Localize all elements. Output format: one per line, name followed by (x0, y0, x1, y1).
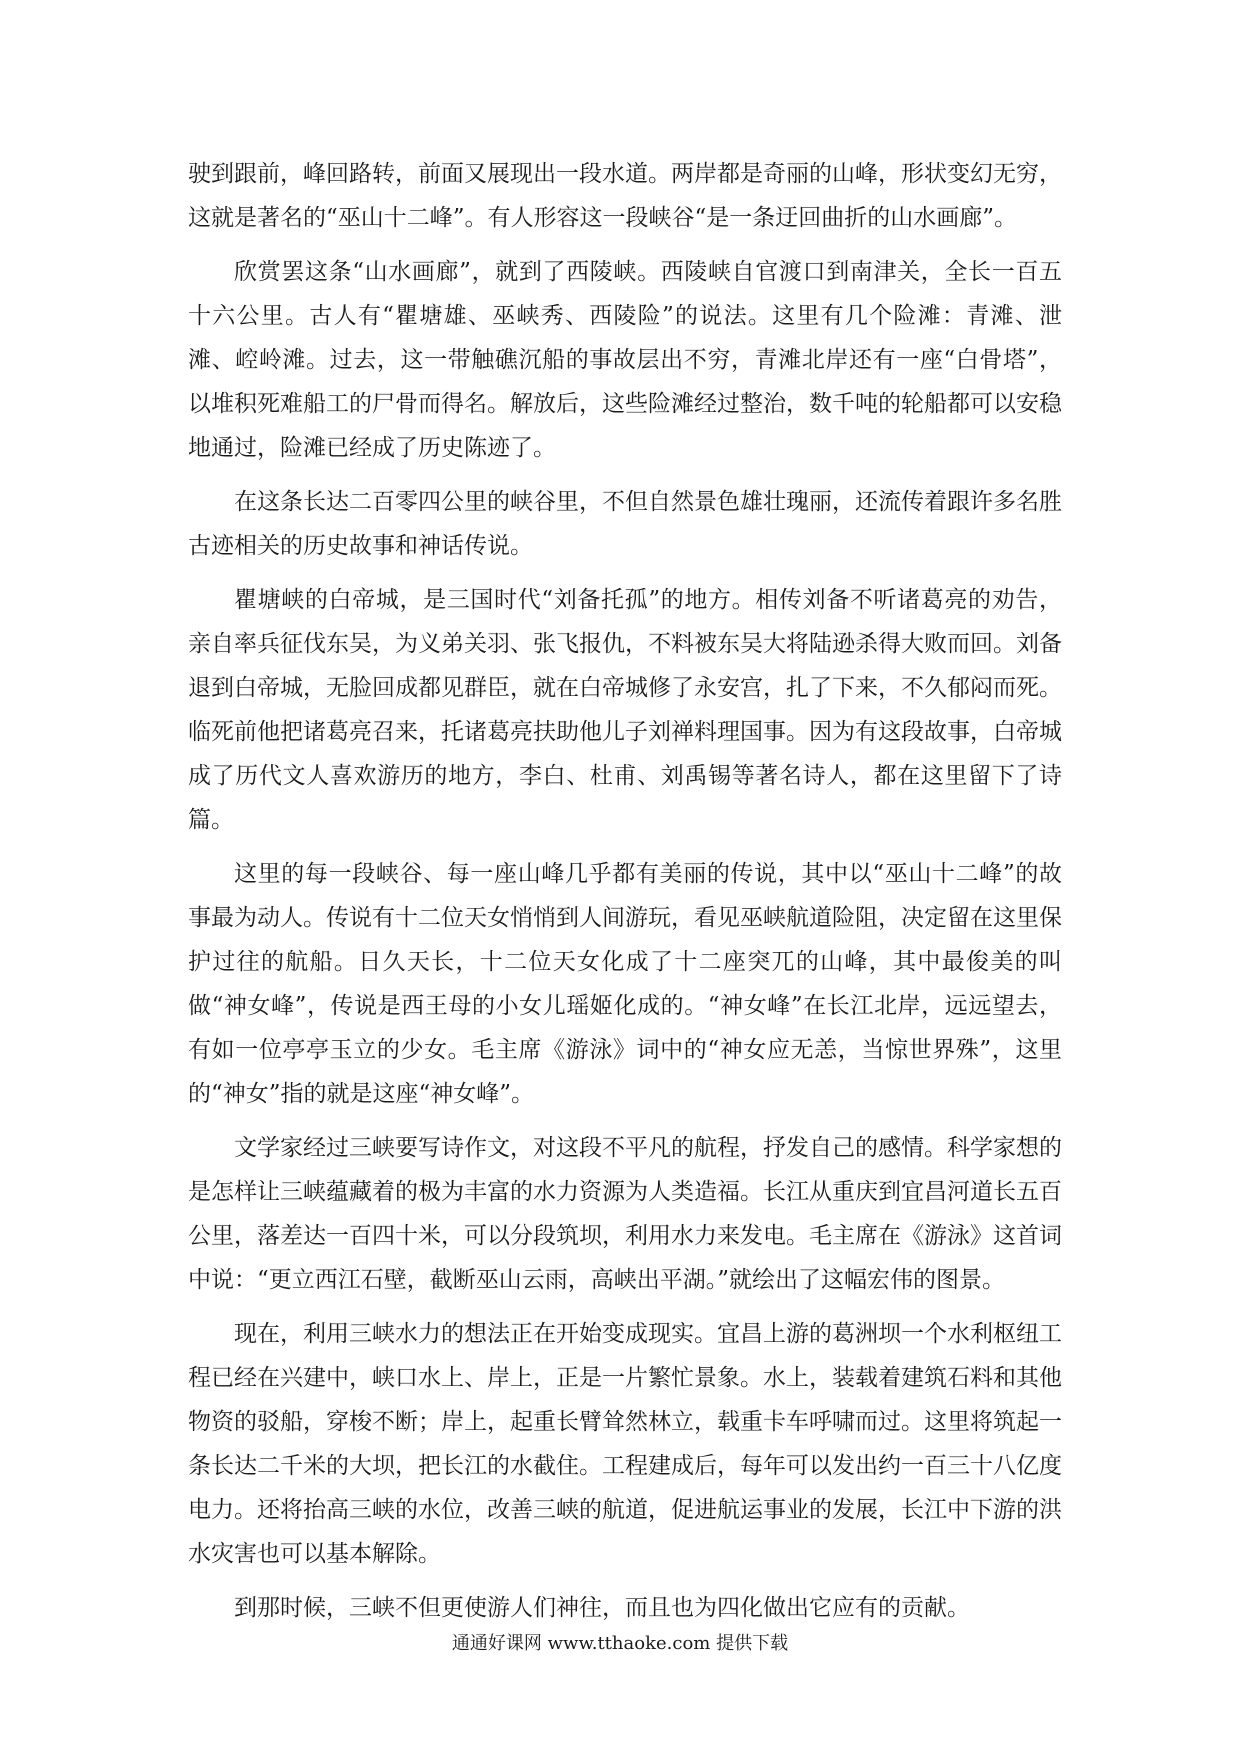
paragraph-8: 到那时候，三峡不但更使游人们神往，而且也为四化做出它应有的贡献。 (234, 1595, 970, 1621)
article-body (188, 152, 1062, 1640)
paragraph-2: 欣赏罢这条“山水画廊”，就到了西陵峡。西陵峡自官渡口到南津关，全长一百五十六公里。古人有“瞿塘雄、巫峡秀、西陵险”的说法。这里有几个险滩：青滩、泄滩、崆岭滩。过去，这一带触礁沉船的事故层出不穷，青滩北岸还有一座“白骨塔”，以堆积死难船工的尸骨而得名。解放后，这些险滩经过整治，数千吨的轮船都可以安稳地通过，险滩已经成了历史陈迹了。 (188, 259, 1062, 461)
paragraph-3: 在这条长达二百零四公里的峡谷里，不但自然景色雄壮瑰丽，还流传着跟许多名胜古迹相关的历史故事和神话传说。 (188, 489, 1062, 559)
paragraph-4: 瞿塘峡的白帝城，是三国时代“刘备托孤”的地方。相传刘备不听诸葛亮的劝告，亲自率兵征伐东吴，为义弟关羽、张飞报仇，不料被东吴大将陆逊杀得大败而回。刘备退到白帝城，无脸回成都见群臣，就在白帝城修了永安宫，扎了下来，不久郁闷而死。临死前他把诸葛亮召来，托诸葛亮扶助他儿子刘禅料理国事。因为有这段故事，白帝城成了历代文人喜欢游历的地方，李白、杜甫、刘禹锡等著名诗人，都在这里留下了诗篇。 (188, 587, 1062, 833)
paragraph-7: 现在，利用三峡水力的想法正在开始变成现实。宜昌上游的葛洲坝一个水利枢纽工程已经在兴建中，峡口水上、岸上，正是一片繁忙景象。水上，装载着建筑石料和其他物资的驳船，穿梭不断；岸上，起重长臂耸然林立，载重卡车呼啸而过。这里将筑起一条长达二千米的大坝，把长江的水截住。工程建成后，每年可以发出约一百三十八亿度电力。还将抬高三峡的水位，改善三峡的航道，促进航运事业的发展，长江中下游的洪水灾害也可以基本解除。 (188, 1321, 1062, 1567)
paragraph-1: 驶到跟前，峰回路转，前面又展现出一段水道。两岸都是奇丽的山峰，形状变幻无穷，这就是著名的“巫山十二峰”。有人形容这一段峡谷“是一条迂回曲折的山水画廊”。 (188, 161, 1062, 231)
paragraph-6: 文学家经过三峡要写诗作文，对这段不平凡的航程，抒发自己的感情。科学家想的是怎样让三峡蕴藏着的极为丰富的水力资源为人类造福。长江从重庆到宜昌河道长五百公里，落差达一百四十米，可以分段筑坝，利用水力来发电。毛主席在《游泳》这首词中说：“更立西江石壁，截断巫山云雨，高峡出平湖。”就绘出了这幅宏伟的图景。 (188, 1135, 1062, 1293)
page-footer: 通通好课网 www.tthaoke.com 提供下载 (451, 1633, 789, 1654)
paragraph-5: 这里的每一段峡谷、每一座山峰几乎都有美丽的传说，其中以“巫山十二峰”的故事最为动人。传说有十二位天女悄悄到人间游玩，看见巫峡航道险阻，决定留在这里保护过往的航船。日久天长，十二位天女化成了十二座突兀的山峰，其中最俊美的叫做“神女峰”，传说是西王母的小女儿瑶姬化成的。“神女峰”在长江北岸，远远望去，有如一位亭亭玉立的少女。毛主席《游泳》词中的“神女应无恙，当惊世界殊”，这里的“神女”指的就是这座“神女峰”。 (188, 861, 1062, 1107)
